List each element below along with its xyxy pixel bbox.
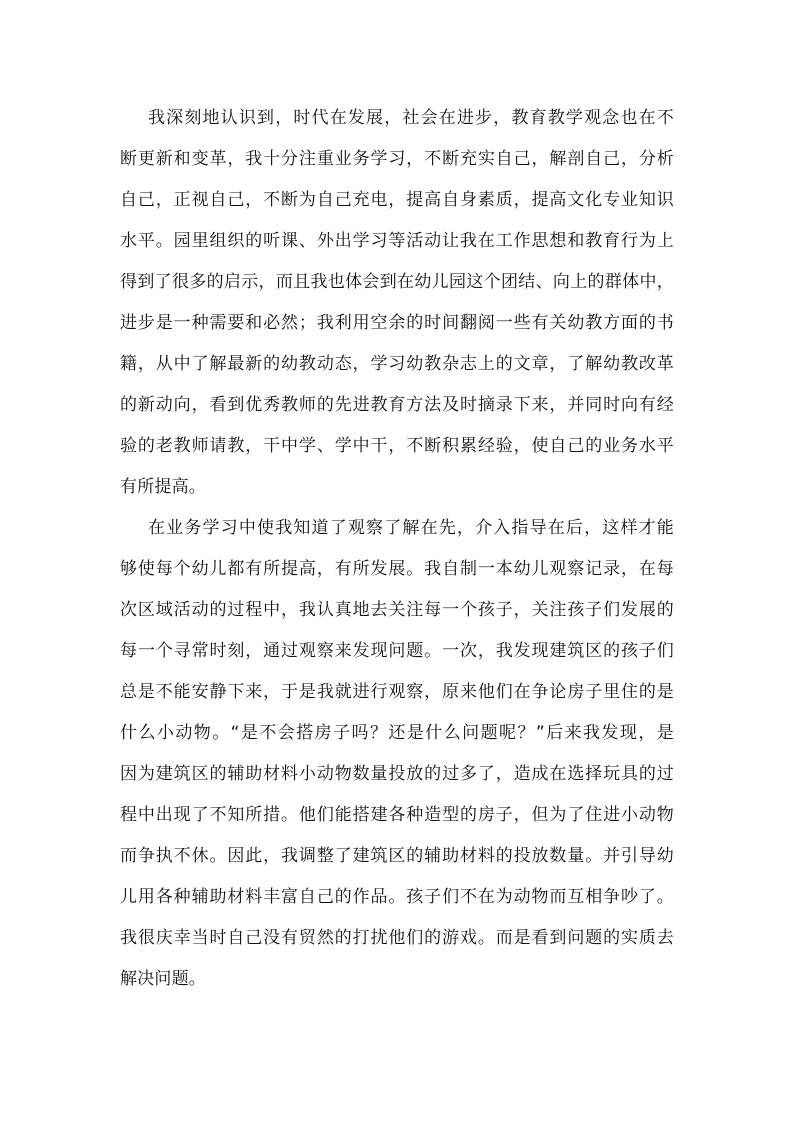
paragraph-2-line-6: 什么小动物。“是不会搭房子吗？还是什么问题呢？”后来我发现，是	[120, 723, 674, 743]
paragraph-2-line-2: 够使每个幼儿都有所提高，有所发展。我自制一本幼儿观察记录，在每	[120, 559, 674, 579]
paragraph-1-line-7: 籍，从中了解最新的幼教动态，学习幼教杂志上的文章，了解幼教改革	[120, 354, 674, 374]
paragraph-2-line-12: 解决问题。	[120, 969, 206, 989]
paragraph-1-line-1: 我深刻地认识到，时代在发展，社会在进步，教育教学观念也在不	[148, 108, 674, 128]
paragraph-1-line-2: 断更新和变革，我十分注重业务学习，不断充实自己，解剖自己，分析	[120, 149, 674, 169]
paragraph-2-line-3: 次区域活动的过程中，我认真地去关注每一个孩子，关注孩子们发展的	[120, 600, 674, 620]
paragraph-2-line-7: 因为建筑区的辅助材料小动物数量投放的过多了，造成在选择玩具的过	[120, 764, 674, 784]
paragraph-2-line-8: 程中出现了不知所措。他们能搭建各种造型的房子，但为了住进小动物	[120, 805, 674, 825]
paragraph-2-line-9: 而争执不休。因此，我调整了建筑区的辅助材料的投放数量。并引导幼	[120, 846, 674, 866]
paragraph-2-line-5: 总是不能安静下来，于是我就进行观察，原来他们在争论房子里住的是	[120, 682, 674, 702]
paragraph-2-line-11: 我很庆幸当时自己没有贸然的打扰他们的游戏。而是看到问题的实质去	[120, 928, 674, 948]
paragraph-2-line-10: 儿用各种辅助材料丰富自己的作品。孩子们不在为动物而互相争吵了。	[120, 887, 674, 907]
paragraph-1-line-6: 进步是一种需要和必然；我利用空余的时间翻阅一些有关幼教方面的书	[120, 313, 674, 333]
paragraph-1-line-3: 自己，正视自己，不断为自己充电，提高自身素质，提高文化专业知识	[120, 190, 674, 210]
paragraph-2-line-4: 每一个寻常时刻，通过观察来发现问题。一次，我发现建筑区的孩子们	[120, 641, 674, 661]
paragraph-1-line-4: 水平。园里组织的听课、外出学习等活动让我在工作思想和教育行为上	[120, 231, 674, 251]
document-body	[120, 99, 674, 1001]
paragraph-1-line-5: 得到了很多的启示，而且我也体会到在幼儿园这个团结、向上的群体中，	[120, 272, 674, 292]
paragraph-1-line-8: 的新动向，看到优秀教师的先进教育方法及时摘录下来，并同时向有经	[120, 395, 674, 415]
paragraph-1-line-9: 验的老教师请教，干中学、学中干，不断积累经验，使自己的业务水平	[120, 436, 674, 456]
paragraph-1-line-10: 有所提高。	[120, 477, 206, 497]
paragraph-2-line-1: 在业务学习中使我知道了观察了解在先，介入指导在后，这样才能	[148, 518, 674, 538]
